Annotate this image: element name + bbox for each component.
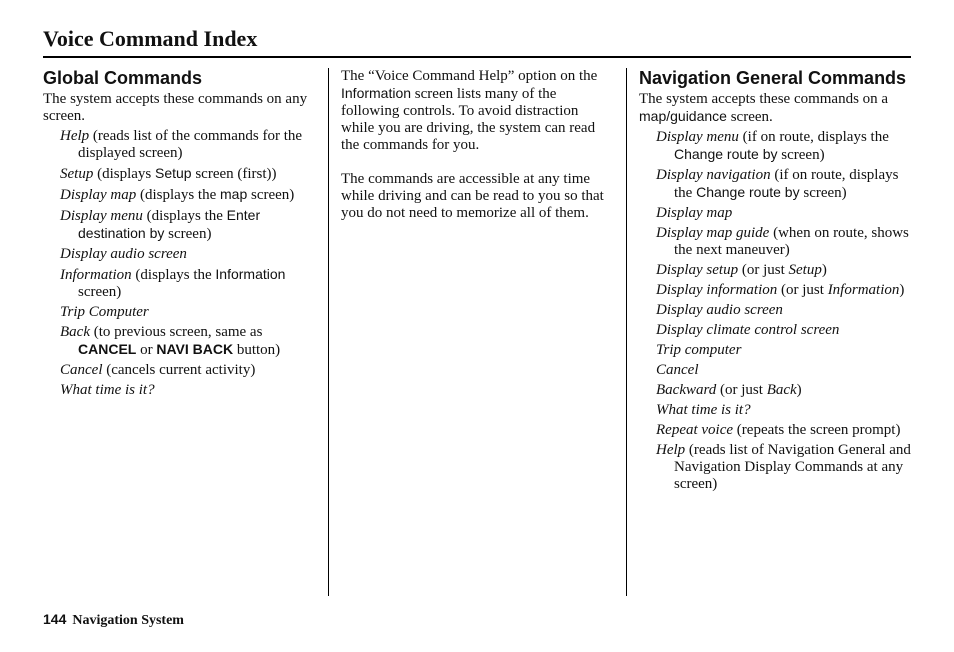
command-desc: screen (first)) [191, 166, 277, 182]
command-name: Setup [60, 166, 94, 182]
command-item [656, 282, 911, 299]
global-commands-intro: The system accepts these commands on any screen. [43, 91, 308, 124]
screen-name: Change route by [674, 146, 778, 162]
command-name: Display audio screen [656, 302, 783, 318]
command-desc: ) [821, 262, 827, 278]
button-name: CANCEL [78, 341, 137, 357]
command-desc: (when on route, shows the next maneuver) [674, 225, 909, 258]
command-item [60, 207, 315, 243]
page-footer [43, 611, 184, 629]
command-item [60, 324, 315, 359]
command-name: Cancel [60, 362, 103, 378]
command-desc: screen) [799, 185, 847, 201]
command-item [656, 302, 911, 319]
command-item [656, 129, 911, 164]
command-name: Repeat voice [656, 422, 734, 438]
command-name: Display information [656, 282, 778, 298]
command-item [656, 167, 911, 202]
command-desc: (if on route, displays the [738, 129, 889, 145]
title-rule [43, 56, 911, 58]
command-name: Back [60, 324, 90, 340]
command-name: Cancel [656, 362, 699, 378]
command-item [60, 266, 315, 301]
help-text-column [341, 68, 613, 222]
command-item [656, 225, 911, 259]
command-item [60, 128, 315, 162]
command-desc: screen) [78, 284, 122, 300]
command-desc: (or just [716, 382, 767, 398]
command-name: Help [60, 128, 90, 144]
navigation-commands-column [639, 68, 911, 493]
command-item [656, 442, 911, 493]
command-desc: or [136, 342, 157, 358]
screen-name: Setup [155, 165, 192, 181]
screen-name: Information [215, 266, 286, 282]
command-desc: (displays the [131, 267, 216, 283]
command-item [60, 362, 315, 379]
command-desc: (reads list of the commands for the displayed screen) [78, 128, 303, 161]
command-desc: (displays the [136, 187, 220, 203]
command-desc: (displays [93, 166, 155, 182]
command-item [60, 246, 315, 263]
command-name: Display map [656, 205, 733, 221]
command-item [60, 304, 315, 321]
command-desc: (repeats the screen prompt) [733, 422, 901, 438]
screen-name: Enter destination by [78, 207, 261, 241]
command-item [656, 342, 911, 359]
screen-name: map/guidance [639, 108, 727, 124]
global-commands-column [43, 68, 315, 399]
command-name: Display map guide [656, 225, 770, 241]
command-desc: (or just [738, 262, 789, 278]
command-item [656, 362, 911, 379]
command-name: Information [60, 267, 132, 283]
command-name: Display map [60, 187, 137, 203]
page-title: Voice Command Index [43, 26, 258, 51]
help-paragraph-2: The commands are accessible at any time while driving and can be read to you so that you do not need to memorize all of them. [341, 171, 604, 221]
command-name: Trip Computer [60, 304, 149, 320]
command-item [656, 205, 911, 222]
command-desc: ) [899, 282, 905, 298]
command-name: Help [656, 442, 686, 458]
command-desc: screen) [164, 226, 212, 242]
command-item [60, 382, 315, 399]
navigation-commands-heading: Navigation General Commands [639, 68, 907, 88]
help-text: The “Voice Command Help” option on the [341, 68, 598, 84]
command-item [60, 165, 315, 183]
button-name: NAVI BACK [156, 341, 234, 357]
command-item [656, 382, 911, 399]
command-desc: button) [233, 342, 281, 358]
command-item [60, 186, 315, 204]
command-desc: screen) [247, 187, 295, 203]
help-text: screen lists many of the following controls. To avoid distraction while you are driving, the system can read the commands for you. [341, 86, 596, 153]
command-name: What time is it? [60, 382, 155, 398]
command-alias: Information [827, 282, 900, 298]
command-name: Display setup [656, 262, 739, 278]
command-name: Display climate control screen [656, 322, 840, 338]
command-item [656, 262, 911, 279]
command-desc: (if on route, displays the [674, 167, 899, 201]
column-divider-left [328, 68, 329, 596]
command-name: Display audio screen [60, 246, 187, 262]
command-desc: (reads list of Navigation General and Navigation Display Commands at any screen) [674, 442, 911, 492]
command-desc: screen) [777, 147, 825, 163]
screen-name: Change route by [696, 184, 800, 200]
command-name: Display menu [656, 129, 739, 145]
command-desc: (cancels current activity) [102, 362, 256, 378]
command-desc: ) [796, 382, 802, 398]
command-item [656, 422, 911, 439]
command-alias: Back [766, 382, 797, 398]
command-name: What time is it? [656, 402, 751, 418]
command-desc: (displays the [142, 208, 227, 224]
command-name: Backward [656, 382, 717, 398]
global-commands-heading: Global Commands [43, 68, 203, 88]
command-name: Display menu [60, 208, 143, 224]
command-desc: (or just [777, 282, 828, 298]
command-alias: Setup [788, 262, 822, 278]
column-divider-right [626, 68, 627, 596]
command-desc: (to previous screen, same as [89, 324, 263, 340]
help-paragraph-1 [341, 68, 613, 154]
command-item [656, 322, 911, 339]
intro-text: The system accepts these commands on a [639, 91, 889, 107]
command-name: Display navigation [656, 167, 771, 183]
screen-name: map [220, 186, 248, 202]
screen-name: Information [341, 85, 412, 101]
page-number: 144 [43, 611, 67, 627]
command-item [656, 402, 911, 419]
intro-text: screen. [726, 109, 773, 125]
section-name: Navigation System [72, 613, 184, 628]
command-name: Trip computer [656, 342, 742, 358]
navigation-commands-intro [639, 91, 911, 126]
